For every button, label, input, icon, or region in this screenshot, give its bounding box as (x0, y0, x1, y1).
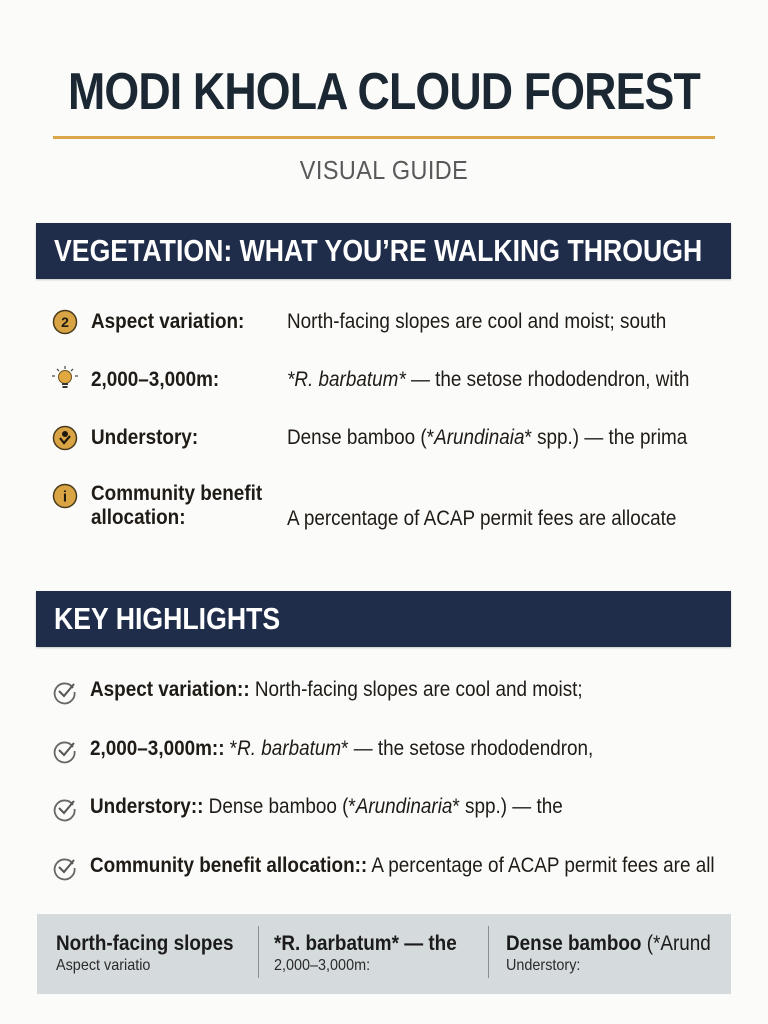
highlight-item (52, 853, 742, 883)
highlight-body: * — the setose rhododendron, (341, 737, 594, 760)
vegetation-item-text (287, 368, 689, 392)
check-circle-icon (52, 738, 78, 764)
summary-sub-text: Understory: (506, 957, 581, 974)
highlight-item (52, 794, 742, 824)
vegetation-item-text-rest: — the setose rhododendron, with (405, 368, 690, 391)
label-line-2: allocation: (91, 506, 186, 529)
highlight-body-pre: * (224, 737, 238, 760)
highlights-heading: KEY HIGHLIGHTS (54, 601, 281, 636)
summary-column (56, 932, 253, 976)
page-title: MODI KHOLA CLOUD FOREST (68, 63, 700, 121)
vegetation-item-text (287, 426, 687, 450)
highlight-text (90, 677, 583, 703)
vegetation-item (50, 366, 740, 406)
badge-number: 2 (61, 314, 69, 330)
summary-column (506, 932, 734, 976)
highlight-text (90, 794, 563, 820)
vegetation-item (50, 424, 740, 464)
info-icon (52, 483, 78, 509)
summary-main-bold: Dense bamboo (506, 932, 642, 955)
vegetation-item (50, 308, 740, 348)
highlight-label: 2,000–3,000m:: (90, 737, 225, 760)
check-circle-icon (52, 796, 78, 822)
species-name: *R. barbatum* (287, 368, 406, 391)
vegetation-item-label: Understory: (91, 426, 199, 449)
title-underline-divider (53, 136, 715, 139)
summary-main-rest: (*Arund (641, 932, 711, 955)
summary-main-text: North-facing slopes (56, 932, 234, 955)
vegetation-heading: VEGETATION: WHAT YOU’RE WALKING THROUGH (54, 233, 703, 268)
species-name: Arundinaria (355, 795, 453, 818)
species-name: R. barbatum (237, 737, 342, 760)
summary-column (274, 932, 477, 976)
vegetation-item-label: 2,000–3,000m: (91, 368, 220, 391)
vegetation-item-label (91, 482, 262, 530)
highlight-text (90, 853, 715, 879)
vegetation-item-text: North-facing slopes are cool and moist; south (287, 310, 667, 333)
species-name: Arundinaia (434, 426, 525, 449)
summary-sub-text: 2,000–3,000m: (274, 957, 371, 974)
highlight-label: Understory:: (90, 795, 204, 818)
highlight-body: A percentage of ACAP permit fees are all (367, 854, 715, 877)
vegetation-item-text-rest: * spp.) — the prima (524, 426, 688, 449)
highlight-body: * spp.) — the (452, 795, 563, 818)
summary-strip (37, 914, 731, 994)
highlight-text (90, 736, 593, 762)
summary-sub-text: Aspect variatio (56, 957, 151, 974)
summary-divider (258, 926, 259, 978)
highlight-body: North-facing slopes are cool and moist; (249, 678, 583, 701)
info-glyph: i (62, 488, 68, 506)
highlight-item (52, 736, 742, 766)
highlight-label: Aspect variation:: (90, 678, 250, 701)
label-line-1: Community benefit (91, 482, 263, 505)
vegetation-item (50, 482, 740, 532)
vegetation-item-text: A percentage of ACAP permit fees are allocate (287, 507, 677, 530)
summary-main-text (506, 932, 711, 956)
lightbulb-icon (52, 366, 78, 392)
highlights-section-header (36, 591, 731, 647)
page-subtitle: VISUAL GUIDE (299, 155, 469, 185)
highlight-body-pre: Dense bamboo (* (203, 795, 356, 818)
check-circle-icon (52, 679, 78, 705)
highlight-item (52, 677, 742, 707)
summary-divider (488, 926, 489, 978)
vegetation-item-text-pre: Dense bamboo (* (287, 426, 435, 449)
highlight-label: Community benefit allocation:: (90, 854, 368, 877)
check-circle-icon (52, 855, 78, 881)
number-2-badge-icon (52, 309, 78, 335)
vegetation-section-header (36, 223, 731, 279)
summary-main-text: *R. barbatum* — the (274, 932, 457, 955)
vegetation-item-label: Aspect variation: (91, 310, 245, 333)
location-check-icon (52, 425, 78, 451)
